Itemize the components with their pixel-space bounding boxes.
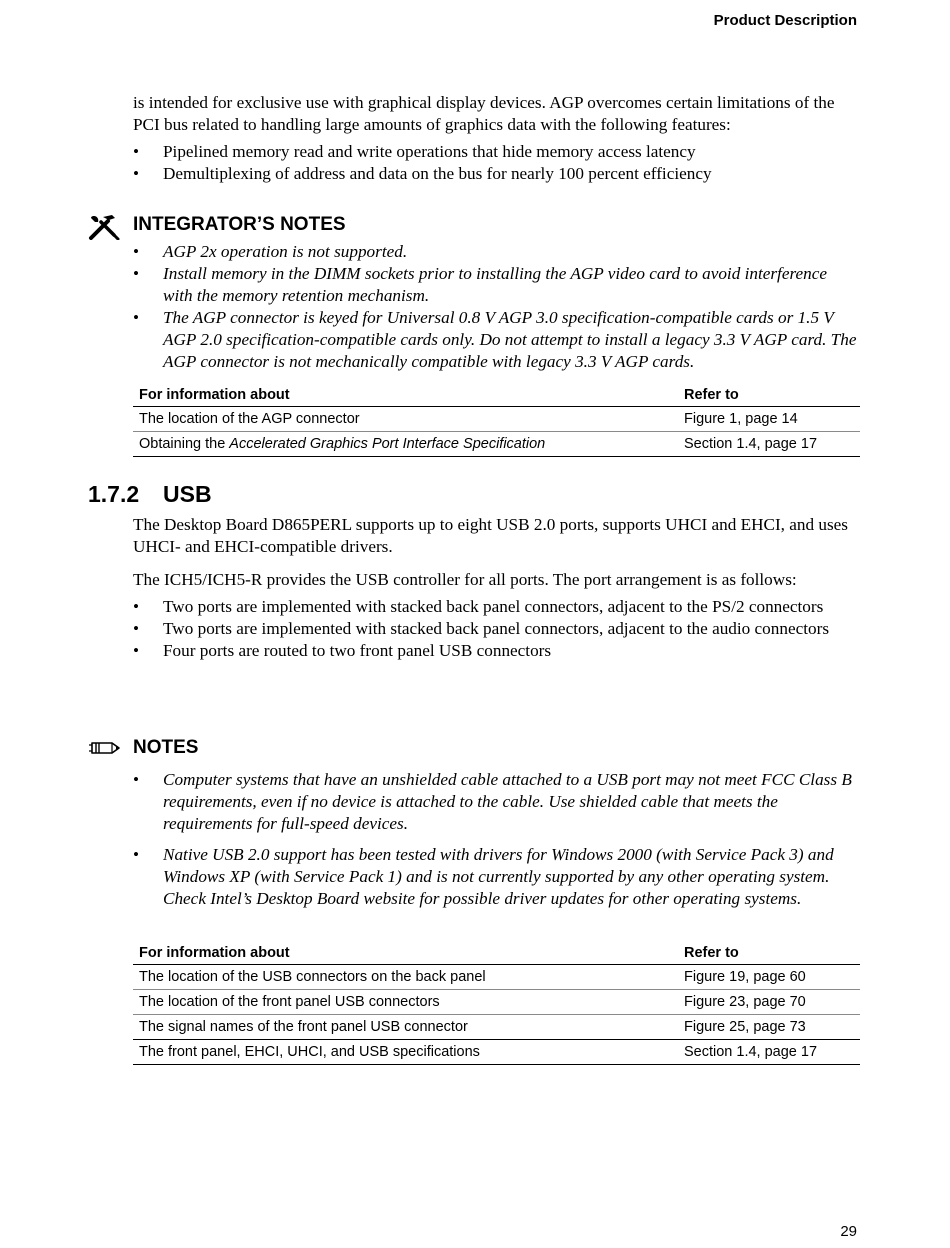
section-heading-usb [88, 481, 212, 508]
column-header-refer: Refer to [678, 382, 860, 407]
usb-notes-list [133, 769, 860, 910]
tools-icon [88, 214, 122, 240]
page-number: 29 [840, 1223, 857, 1240]
column-header-refer: Refer to [678, 940, 860, 965]
list-item: • Install memory in the DIMM sockets prior to installing the AGP video card to avoid interference with the memory retention mechanism. [133, 264, 827, 305]
table-row: Obtaining the Accelerated Graphics Port Interface Specification Section 1.4, page 17 [133, 432, 860, 457]
list-item: • Demultiplexing of address and data on the bus for nearly 100 percent efficiency [133, 164, 712, 183]
list-item: • Pipelined memory read and write operations that hide memory access latency [133, 142, 696, 161]
list-item: • AGP 2x operation is not supported. [133, 242, 408, 261]
list-item: • Native USB 2.0 support has been tested with drivers for Windows 2000 (with Service Pack 3) and Windows XP (with Service Pack 1) and is not currently supported by any other operating system. Check Intel’s Desktop Board website for possible driver updates for other operating systems. [133, 845, 834, 908]
column-header-about: For information about [133, 940, 678, 965]
usb-reference-table [133, 940, 860, 1065]
section-number: 1.7.2 [88, 481, 140, 507]
usb-paragraph-1: The Desktop Board D865PERL supports up to eight USB 2.0 ports, supports UHCI and EHCI, and uses UHCI- and EHCI-compatible drivers. [133, 515, 848, 556]
table-row: The location of the USB connectors on the back panel Figure 19, page 60 [133, 965, 860, 990]
agp-intro-paragraph: is intended for exclusive use with graphical display devices. AGP overcomes certain limitations of the PCI bus related to handling large amounts of graphics data with the following features: [133, 93, 835, 134]
list-item: • Computer systems that have an unshielded cable attached to a USB port may not meet FCC Class B requirements, even if no device is attached to the cable. Use shielded cable that meets the requirements for full-speed devices. [133, 770, 852, 833]
table-row: The front panel, EHCI, UHCI, and USB specifications Section 1.4, page 17 [133, 1040, 860, 1065]
list-item: • Four ports are routed to two front panel USB connectors [133, 641, 552, 660]
section-title: USB [163, 481, 212, 507]
usb-notes-title: NOTES [133, 737, 199, 758]
usb-ports-list [133, 596, 860, 662]
running-header: Product Description [713, 12, 857, 29]
table-row: The location of the AGP connector Figure 1, page 14 [133, 407, 860, 432]
list-item: • Two ports are implemented with stacked back panel connectors, adjacent to the PS/2 connectors [133, 597, 824, 616]
integrators-notes-title: INTEGRATOR’S NOTES [133, 214, 346, 235]
column-header-about: For information about [133, 382, 678, 407]
agp-reference-table [133, 382, 860, 457]
table-header-row [133, 940, 860, 965]
list-item: • Two ports are implemented with stacked back panel connectors, adjacent to the audio connectors [133, 619, 830, 638]
list-item: • The AGP connector is keyed for Universal 0.8 V AGP 3.0 specification-compatible cards or 1.5 V AGP 2.0 specification-compatible cards only. Do not attempt to install a legacy 3.3 V AGP card. The AGP connector is not mechanically compatible with legacy 3.3 V AGP cards. [133, 308, 857, 371]
table-row: The signal names of the front panel USB connector Figure 25, page 73 [133, 1015, 860, 1040]
integrators-notes-list [133, 241, 860, 373]
table-header-row [133, 382, 860, 407]
table-row: The location of the front panel USB connectors Figure 23, page 70 [133, 990, 860, 1015]
usb-paragraph-2: The ICH5/ICH5-R provides the USB controller for all ports. The port arrangement is as follows: [133, 570, 797, 589]
agp-features-list [133, 141, 860, 185]
pencil-icon [88, 737, 122, 763]
